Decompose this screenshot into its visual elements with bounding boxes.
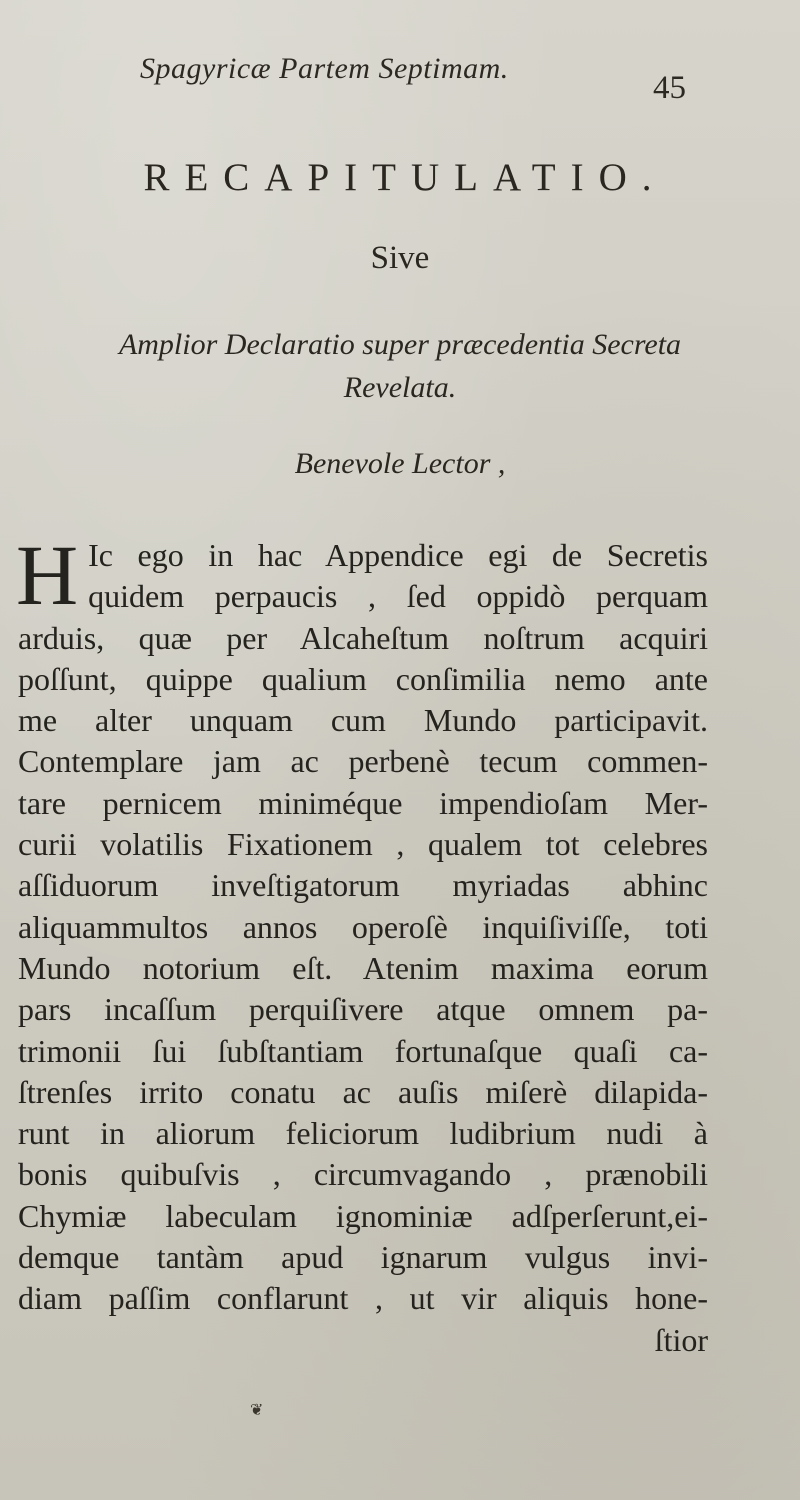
text-line: pars incaſſum perquiſivere atque omnem pa- [18, 991, 708, 1028]
text-line: aliquammultos annos operoſè inquiſiviſſe, toti [18, 908, 708, 945]
catchword: ſtior [654, 1321, 708, 1358]
text-line: Mundo notorium eſt. Atenim maxima eorum [18, 949, 708, 986]
text-line: aſſiduorum inveſtigatorum myriadas abhinc [18, 867, 708, 904]
text-line: Chymiæ labeculam ignominiæ adſperſerunt,ei- [18, 1197, 708, 1234]
page-number: 45 [653, 70, 686, 106]
text-line: poſſunt, quippe qualium conſimilia nemo ante [18, 660, 708, 697]
text-line: arduis, quæ per Alcaheſtum noſtrum acquiri [18, 619, 708, 656]
text-line: curii volatilis Fixationem , qualem tot celebres [18, 826, 708, 863]
text-line: me alter unquam cum Mundo participavit. [18, 702, 708, 739]
printer-ornament: ❦ [250, 1400, 264, 1419]
text-line: quidem perpaucis , ſed oppidò perquam [88, 578, 708, 615]
text-line: ſtrenſes irrito conatu ac auſis miſerè dilapida- [18, 1073, 708, 1110]
salutation: Benevole Lector , [294, 447, 506, 480]
drop-cap: H [16, 527, 79, 623]
text-line: runt in aliorum feliciorum ludibrium nudi à [18, 1115, 708, 1152]
section-title: RECAPITULATIO. [143, 156, 667, 199]
text-line: demque tantàm apud ignarum vulgus invi- [18, 1239, 708, 1276]
body-paragraph [16, 527, 708, 1361]
text-line: diam paſſim conflarunt , ut vir aliquis hone- [18, 1280, 708, 1317]
text-line: trimonii ſui ſubſtantiam fortunaſque quaſi ca- [18, 1032, 708, 1069]
text-line: bonis quibuſvis , circumvagando , prænobili [18, 1156, 708, 1193]
text-line: tare pernicem miniméque impendioſam Mer- [18, 784, 708, 821]
subtitle [70, 323, 730, 409]
running-head: Spagyricæ Partem Septimam. [140, 52, 509, 85]
text-line: Contemplare jam ac perbenè tecum commen- [18, 743, 708, 780]
text-line: Ic ego in hac Appendice egi de Secretis [88, 537, 708, 573]
title-connector: Sive [370, 240, 430, 276]
subtitle-line-1: Amplior Declaratio super præcedentia Secreta [118, 328, 682, 361]
subtitle-line-2: Revelata. [343, 371, 457, 404]
